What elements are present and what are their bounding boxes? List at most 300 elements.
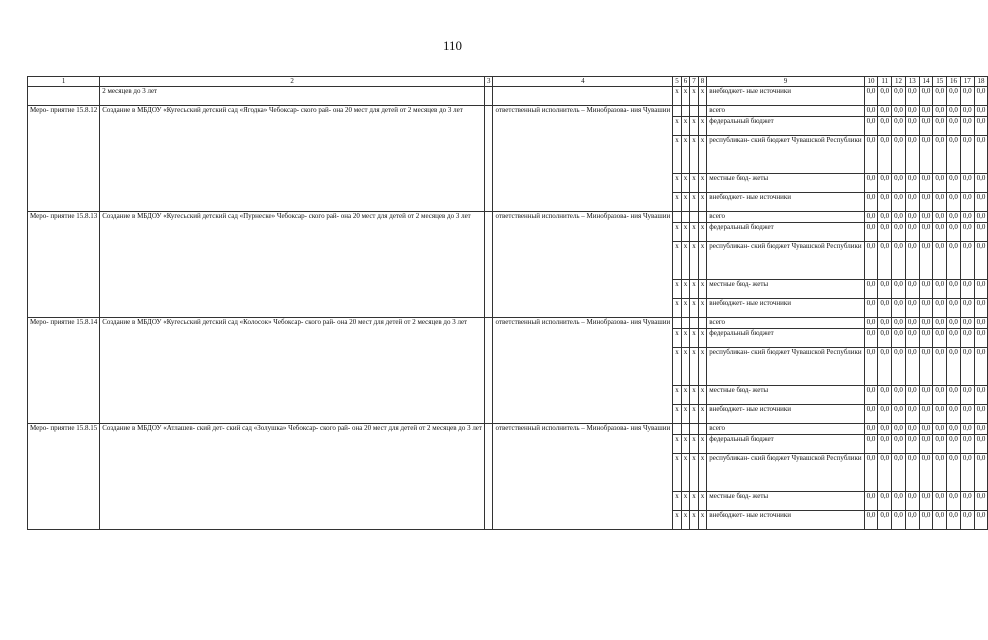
amount-cell: 0,0 bbox=[905, 405, 919, 424]
x-mark: x bbox=[681, 435, 690, 454]
amount-cell: 0,0 bbox=[864, 318, 878, 329]
column-number: 15 bbox=[933, 77, 947, 87]
measure-id: Меро- приятие 15.8.15 bbox=[28, 424, 100, 530]
amount-cell: 0,0 bbox=[878, 174, 892, 193]
empty-cell bbox=[484, 106, 493, 212]
empty-cell bbox=[690, 212, 699, 223]
table-row bbox=[28, 318, 988, 329]
amount-cell: 0,0 bbox=[878, 280, 892, 299]
amount-cell: 0,0 bbox=[960, 329, 974, 348]
amount-cell: 0,0 bbox=[974, 329, 988, 348]
funding-source: республикан- ский бюджет Чувашской Республики bbox=[707, 242, 864, 280]
x-mark: x bbox=[681, 193, 690, 212]
amount-cell: 0,0 bbox=[864, 106, 878, 117]
x-mark: x bbox=[673, 136, 682, 174]
amount-cell: 0,0 bbox=[960, 106, 974, 117]
amount-cell: 0,0 bbox=[947, 193, 961, 212]
amount-cell: 0,0 bbox=[947, 223, 961, 242]
amount-cell: 0,0 bbox=[919, 280, 933, 299]
empty-cell bbox=[681, 106, 690, 117]
empty-cell bbox=[484, 212, 493, 318]
x-mark: x bbox=[690, 117, 699, 136]
x-mark: x bbox=[698, 136, 707, 174]
column-number: 18 bbox=[974, 77, 988, 87]
amount-cell: 0,0 bbox=[933, 223, 947, 242]
x-mark: x bbox=[673, 193, 682, 212]
amount-cell: 0,0 bbox=[878, 87, 892, 106]
empty-cell bbox=[673, 318, 682, 329]
amount-cell: 0,0 bbox=[892, 174, 906, 193]
amount-cell: 0,0 bbox=[960, 223, 974, 242]
amount-cell: 0,0 bbox=[892, 454, 906, 492]
x-mark: x bbox=[681, 405, 690, 424]
funding-source: республикан- ский бюджет Чувашской Республики bbox=[707, 454, 864, 492]
amount-cell: 0,0 bbox=[933, 136, 947, 174]
x-mark: x bbox=[681, 511, 690, 530]
amount-cell: 0,0 bbox=[960, 242, 974, 280]
amount-cell: 0,0 bbox=[919, 106, 933, 117]
x-mark: x bbox=[681, 299, 690, 318]
amount-cell: 0,0 bbox=[905, 106, 919, 117]
amount-cell: 0,0 bbox=[933, 242, 947, 280]
amount-cell: 0,0 bbox=[919, 329, 933, 348]
measure-id bbox=[28, 87, 100, 106]
funding-source: всего bbox=[707, 424, 864, 435]
x-mark: x bbox=[673, 174, 682, 193]
x-mark: x bbox=[673, 386, 682, 405]
column-number: 17 bbox=[960, 77, 974, 87]
amount-cell: 0,0 bbox=[933, 386, 947, 405]
amount-cell: 0,0 bbox=[960, 87, 974, 106]
amount-cell: 0,0 bbox=[933, 511, 947, 530]
empty-cell bbox=[690, 424, 699, 435]
budget-table bbox=[27, 76, 988, 530]
amount-cell: 0,0 bbox=[878, 386, 892, 405]
amount-cell: 0,0 bbox=[960, 280, 974, 299]
x-mark: x bbox=[681, 492, 690, 511]
amount-cell: 0,0 bbox=[974, 223, 988, 242]
x-mark: x bbox=[690, 405, 699, 424]
amount-cell: 0,0 bbox=[947, 386, 961, 405]
amount-cell: 0,0 bbox=[960, 435, 974, 454]
x-mark: x bbox=[698, 329, 707, 348]
amount-cell: 0,0 bbox=[974, 454, 988, 492]
measure-description: Создание в МБДОУ «Кугесьский детский сад «Колосок» Чебоксар- ского рай- она 20 мест для детей от 2 месяцев до 3 лет bbox=[100, 318, 485, 424]
x-mark: x bbox=[681, 174, 690, 193]
table-row bbox=[28, 212, 988, 223]
column-number: 5 bbox=[673, 77, 682, 87]
amount-cell: 0,0 bbox=[919, 492, 933, 511]
amount-cell: 0,0 bbox=[892, 106, 906, 117]
amount-cell: 0,0 bbox=[974, 435, 988, 454]
amount-cell: 0,0 bbox=[905, 511, 919, 530]
executor: ответственный исполнитель – Минобразова- ния Чувашии bbox=[493, 212, 673, 318]
amount-cell: 0,0 bbox=[947, 242, 961, 280]
amount-cell: 0,0 bbox=[919, 87, 933, 106]
amount-cell: 0,0 bbox=[892, 212, 906, 223]
amount-cell: 0,0 bbox=[905, 424, 919, 435]
amount-cell: 0,0 bbox=[878, 424, 892, 435]
amount-cell: 0,0 bbox=[864, 435, 878, 454]
amount-cell: 0,0 bbox=[905, 242, 919, 280]
amount-cell: 0,0 bbox=[864, 193, 878, 212]
amount-cell: 0,0 bbox=[974, 318, 988, 329]
amount-cell: 0,0 bbox=[905, 117, 919, 136]
x-mark: x bbox=[690, 329, 699, 348]
x-mark: x bbox=[698, 87, 707, 106]
x-mark: x bbox=[690, 280, 699, 299]
amount-cell: 0,0 bbox=[864, 348, 878, 386]
x-mark: x bbox=[698, 435, 707, 454]
amount-cell: 0,0 bbox=[878, 299, 892, 318]
amount-cell: 0,0 bbox=[892, 117, 906, 136]
amount-cell: 0,0 bbox=[892, 299, 906, 318]
amount-cell: 0,0 bbox=[947, 511, 961, 530]
amount-cell: 0,0 bbox=[878, 242, 892, 280]
x-mark: x bbox=[673, 329, 682, 348]
amount-cell: 0,0 bbox=[864, 329, 878, 348]
x-mark: x bbox=[673, 223, 682, 242]
amount-cell: 0,0 bbox=[878, 106, 892, 117]
x-mark: x bbox=[673, 511, 682, 530]
amount-cell: 0,0 bbox=[905, 386, 919, 405]
amount-cell: 0,0 bbox=[933, 348, 947, 386]
amount-cell: 0,0 bbox=[974, 174, 988, 193]
x-mark: x bbox=[673, 242, 682, 280]
funding-source: местные бюд- жеты bbox=[707, 386, 864, 405]
amount-cell: 0,0 bbox=[864, 492, 878, 511]
x-mark: x bbox=[690, 435, 699, 454]
amount-cell: 0,0 bbox=[933, 299, 947, 318]
amount-cell: 0,0 bbox=[947, 280, 961, 299]
funding-source: внебюджет- ные источники bbox=[707, 511, 864, 530]
amount-cell: 0,0 bbox=[947, 435, 961, 454]
amount-cell: 0,0 bbox=[974, 424, 988, 435]
empty-cell bbox=[673, 106, 682, 117]
amount-cell: 0,0 bbox=[960, 424, 974, 435]
amount-cell: 0,0 bbox=[933, 435, 947, 454]
amount-cell: 0,0 bbox=[960, 386, 974, 405]
funding-source: федеральный бюджет bbox=[707, 329, 864, 348]
column-number: 10 bbox=[864, 77, 878, 87]
funding-source: местные бюд- жеты bbox=[707, 174, 864, 193]
amount-cell: 0,0 bbox=[892, 223, 906, 242]
x-mark: x bbox=[690, 454, 699, 492]
amount-cell: 0,0 bbox=[878, 405, 892, 424]
amount-cell: 0,0 bbox=[919, 511, 933, 530]
x-mark: x bbox=[673, 87, 682, 106]
amount-cell: 0,0 bbox=[947, 492, 961, 511]
amount-cell: 0,0 bbox=[892, 492, 906, 511]
empty-cell bbox=[698, 318, 707, 329]
x-mark: x bbox=[673, 348, 682, 386]
amount-cell: 0,0 bbox=[864, 280, 878, 299]
amount-cell: 0,0 bbox=[864, 454, 878, 492]
funding-source: всего bbox=[707, 106, 864, 117]
empty-cell bbox=[484, 87, 493, 106]
funding-source: всего bbox=[707, 318, 864, 329]
amount-cell: 0,0 bbox=[878, 454, 892, 492]
measure-description: Создание в МБДОУ «Атлашев- ский дет- ский сад «Золушка» Чебоксар- ского рай- она 20 мест для детей от 2 месяцев до 3 лет bbox=[100, 424, 485, 530]
column-number: 4 bbox=[493, 77, 673, 87]
amount-cell: 0,0 bbox=[960, 454, 974, 492]
amount-cell: 0,0 bbox=[892, 386, 906, 405]
amount-cell: 0,0 bbox=[905, 87, 919, 106]
x-mark: x bbox=[690, 386, 699, 405]
amount-cell: 0,0 bbox=[864, 405, 878, 424]
amount-cell: 0,0 bbox=[878, 435, 892, 454]
amount-cell: 0,0 bbox=[892, 435, 906, 454]
amount-cell: 0,0 bbox=[864, 386, 878, 405]
amount-cell: 0,0 bbox=[974, 386, 988, 405]
x-mark: x bbox=[681, 117, 690, 136]
executor: ответственный исполнитель – Минобразова- ния Чувашии bbox=[493, 318, 673, 424]
amount-cell: 0,0 bbox=[960, 193, 974, 212]
amount-cell: 0,0 bbox=[933, 318, 947, 329]
amount-cell: 0,0 bbox=[960, 511, 974, 530]
table-row bbox=[28, 87, 988, 106]
amount-cell: 0,0 bbox=[905, 136, 919, 174]
empty-cell bbox=[484, 424, 493, 530]
amount-cell: 0,0 bbox=[960, 212, 974, 223]
amount-cell: 0,0 bbox=[905, 299, 919, 318]
x-mark: x bbox=[690, 87, 699, 106]
amount-cell: 0,0 bbox=[892, 318, 906, 329]
amount-cell: 0,0 bbox=[878, 329, 892, 348]
amount-cell: 0,0 bbox=[892, 405, 906, 424]
amount-cell: 0,0 bbox=[947, 318, 961, 329]
amount-cell: 0,0 bbox=[960, 136, 974, 174]
table-row bbox=[28, 424, 988, 435]
x-mark: x bbox=[681, 242, 690, 280]
amount-cell: 0,0 bbox=[947, 117, 961, 136]
x-mark: x bbox=[698, 242, 707, 280]
amount-cell: 0,0 bbox=[919, 424, 933, 435]
amount-cell: 0,0 bbox=[864, 424, 878, 435]
amount-cell: 0,0 bbox=[864, 212, 878, 223]
amount-cell: 0,0 bbox=[864, 242, 878, 280]
measure-description: 2 месяцев до 3 лет bbox=[100, 87, 485, 106]
x-mark: x bbox=[690, 492, 699, 511]
x-mark: x bbox=[698, 280, 707, 299]
amount-cell: 0,0 bbox=[933, 174, 947, 193]
measure-id: Меро- приятие 15.8.13 bbox=[28, 212, 100, 318]
amount-cell: 0,0 bbox=[892, 329, 906, 348]
x-mark: x bbox=[690, 299, 699, 318]
x-mark: x bbox=[681, 223, 690, 242]
amount-cell: 0,0 bbox=[919, 405, 933, 424]
amount-cell: 0,0 bbox=[974, 492, 988, 511]
column-number: 8 bbox=[698, 77, 707, 87]
funding-source: федеральный бюджет bbox=[707, 223, 864, 242]
empty-cell bbox=[484, 318, 493, 424]
funding-source: федеральный бюджет bbox=[707, 435, 864, 454]
amount-cell: 0,0 bbox=[947, 405, 961, 424]
funding-source: местные бюд- жеты bbox=[707, 492, 864, 511]
executor bbox=[493, 87, 673, 106]
amount-cell: 0,0 bbox=[974, 106, 988, 117]
empty-cell bbox=[673, 212, 682, 223]
x-mark: x bbox=[698, 117, 707, 136]
x-mark: x bbox=[681, 280, 690, 299]
measure-id: Меро- приятие 15.8.12 bbox=[28, 106, 100, 212]
amount-cell: 0,0 bbox=[974, 117, 988, 136]
amount-cell: 0,0 bbox=[960, 348, 974, 386]
amount-cell: 0,0 bbox=[864, 136, 878, 174]
amount-cell: 0,0 bbox=[933, 405, 947, 424]
amount-cell: 0,0 bbox=[947, 212, 961, 223]
amount-cell: 0,0 bbox=[933, 424, 947, 435]
column-number: 12 bbox=[892, 77, 906, 87]
amount-cell: 0,0 bbox=[947, 87, 961, 106]
amount-cell: 0,0 bbox=[933, 87, 947, 106]
amount-cell: 0,0 bbox=[878, 136, 892, 174]
x-mark: x bbox=[690, 242, 699, 280]
amount-cell: 0,0 bbox=[960, 492, 974, 511]
amount-cell: 0,0 bbox=[905, 454, 919, 492]
empty-cell bbox=[690, 106, 699, 117]
amount-cell: 0,0 bbox=[947, 174, 961, 193]
amount-cell: 0,0 bbox=[933, 492, 947, 511]
column-number: 1 bbox=[28, 77, 100, 87]
x-mark: x bbox=[698, 511, 707, 530]
amount-cell: 0,0 bbox=[905, 174, 919, 193]
funding-source: внебюджет- ные источники bbox=[707, 87, 864, 106]
x-mark: x bbox=[698, 454, 707, 492]
amount-cell: 0,0 bbox=[864, 117, 878, 136]
x-mark: x bbox=[673, 405, 682, 424]
empty-cell bbox=[690, 318, 699, 329]
measure-description: Создание в МБДОУ «Кугесьский детский сад «Ягодка» Чебоксар- ского рай- она 20 мест для детей от 2 месяцев до 3 лет bbox=[100, 106, 485, 212]
funding-source: внебюджет- ные источники bbox=[707, 405, 864, 424]
amount-cell: 0,0 bbox=[878, 511, 892, 530]
empty-cell bbox=[681, 318, 690, 329]
amount-cell: 0,0 bbox=[905, 329, 919, 348]
amount-cell: 0,0 bbox=[905, 318, 919, 329]
amount-cell: 0,0 bbox=[947, 348, 961, 386]
amount-cell: 0,0 bbox=[933, 329, 947, 348]
empty-cell bbox=[673, 424, 682, 435]
amount-cell: 0,0 bbox=[974, 136, 988, 174]
funding-source: внебюджет- ные источники bbox=[707, 193, 864, 212]
empty-cell bbox=[681, 212, 690, 223]
x-mark: x bbox=[690, 223, 699, 242]
column-number-row bbox=[28, 77, 988, 87]
x-mark: x bbox=[673, 454, 682, 492]
x-mark: x bbox=[690, 174, 699, 193]
amount-cell: 0,0 bbox=[892, 242, 906, 280]
x-mark: x bbox=[690, 193, 699, 212]
amount-cell: 0,0 bbox=[878, 318, 892, 329]
amount-cell: 0,0 bbox=[919, 174, 933, 193]
measure-id: Меро- приятие 15.8.14 bbox=[28, 318, 100, 424]
amount-cell: 0,0 bbox=[974, 348, 988, 386]
x-mark: x bbox=[698, 348, 707, 386]
amount-cell: 0,0 bbox=[933, 106, 947, 117]
amount-cell: 0,0 bbox=[933, 193, 947, 212]
amount-cell: 0,0 bbox=[933, 212, 947, 223]
amount-cell: 0,0 bbox=[864, 223, 878, 242]
amount-cell: 0,0 bbox=[947, 299, 961, 318]
amount-cell: 0,0 bbox=[974, 299, 988, 318]
funding-source: республикан- ский бюджет Чувашской Республики bbox=[707, 348, 864, 386]
x-mark: x bbox=[681, 454, 690, 492]
amount-cell: 0,0 bbox=[919, 386, 933, 405]
x-mark: x bbox=[698, 386, 707, 405]
x-mark: x bbox=[698, 299, 707, 318]
x-mark: x bbox=[673, 117, 682, 136]
amount-cell: 0,0 bbox=[919, 435, 933, 454]
amount-cell: 0,0 bbox=[878, 223, 892, 242]
amount-cell: 0,0 bbox=[960, 174, 974, 193]
amount-cell: 0,0 bbox=[864, 87, 878, 106]
empty-cell bbox=[698, 212, 707, 223]
amount-cell: 0,0 bbox=[960, 117, 974, 136]
amount-cell: 0,0 bbox=[974, 212, 988, 223]
amount-cell: 0,0 bbox=[878, 492, 892, 511]
measure-description: Создание в МБДОУ «Кугесьский детский сад «Пурнеске» Чебоксар- ского рай- она 20 мест для детей от 2 месяцев до 3 лет bbox=[100, 212, 485, 318]
amount-cell: 0,0 bbox=[905, 223, 919, 242]
amount-cell: 0,0 bbox=[960, 299, 974, 318]
x-mark: x bbox=[681, 348, 690, 386]
amount-cell: 0,0 bbox=[974, 280, 988, 299]
empty-cell bbox=[698, 106, 707, 117]
amount-cell: 0,0 bbox=[919, 299, 933, 318]
amount-cell: 0,0 bbox=[905, 435, 919, 454]
amount-cell: 0,0 bbox=[878, 117, 892, 136]
amount-cell: 0,0 bbox=[974, 405, 988, 424]
amount-cell: 0,0 bbox=[947, 454, 961, 492]
x-mark: x bbox=[698, 193, 707, 212]
amount-cell: 0,0 bbox=[974, 87, 988, 106]
x-mark: x bbox=[698, 174, 707, 193]
column-number: 11 bbox=[878, 77, 892, 87]
amount-cell: 0,0 bbox=[960, 318, 974, 329]
x-mark: x bbox=[681, 329, 690, 348]
amount-cell: 0,0 bbox=[947, 329, 961, 348]
amount-cell: 0,0 bbox=[933, 280, 947, 299]
column-number: 9 bbox=[707, 77, 864, 87]
amount-cell: 0,0 bbox=[892, 348, 906, 386]
amount-cell: 0,0 bbox=[878, 348, 892, 386]
amount-cell: 0,0 bbox=[947, 424, 961, 435]
amount-cell: 0,0 bbox=[947, 106, 961, 117]
amount-cell: 0,0 bbox=[864, 299, 878, 318]
amount-cell: 0,0 bbox=[919, 193, 933, 212]
column-number: 2 bbox=[100, 77, 485, 87]
column-number: 6 bbox=[681, 77, 690, 87]
amount-cell: 0,0 bbox=[892, 136, 906, 174]
amount-cell: 0,0 bbox=[947, 136, 961, 174]
funding-source: внебюджет- ные источники bbox=[707, 299, 864, 318]
amount-cell: 0,0 bbox=[960, 405, 974, 424]
column-number: 13 bbox=[905, 77, 919, 87]
x-mark: x bbox=[673, 492, 682, 511]
x-mark: x bbox=[690, 348, 699, 386]
amount-cell: 0,0 bbox=[933, 454, 947, 492]
x-mark: x bbox=[698, 223, 707, 242]
x-mark: x bbox=[673, 435, 682, 454]
amount-cell: 0,0 bbox=[933, 117, 947, 136]
amount-cell: 0,0 bbox=[905, 280, 919, 299]
amount-cell: 0,0 bbox=[974, 242, 988, 280]
column-number: 14 bbox=[919, 77, 933, 87]
empty-cell bbox=[698, 424, 707, 435]
column-number: 7 bbox=[690, 77, 699, 87]
x-mark: x bbox=[698, 492, 707, 511]
amount-cell: 0,0 bbox=[974, 511, 988, 530]
amount-cell: 0,0 bbox=[892, 87, 906, 106]
